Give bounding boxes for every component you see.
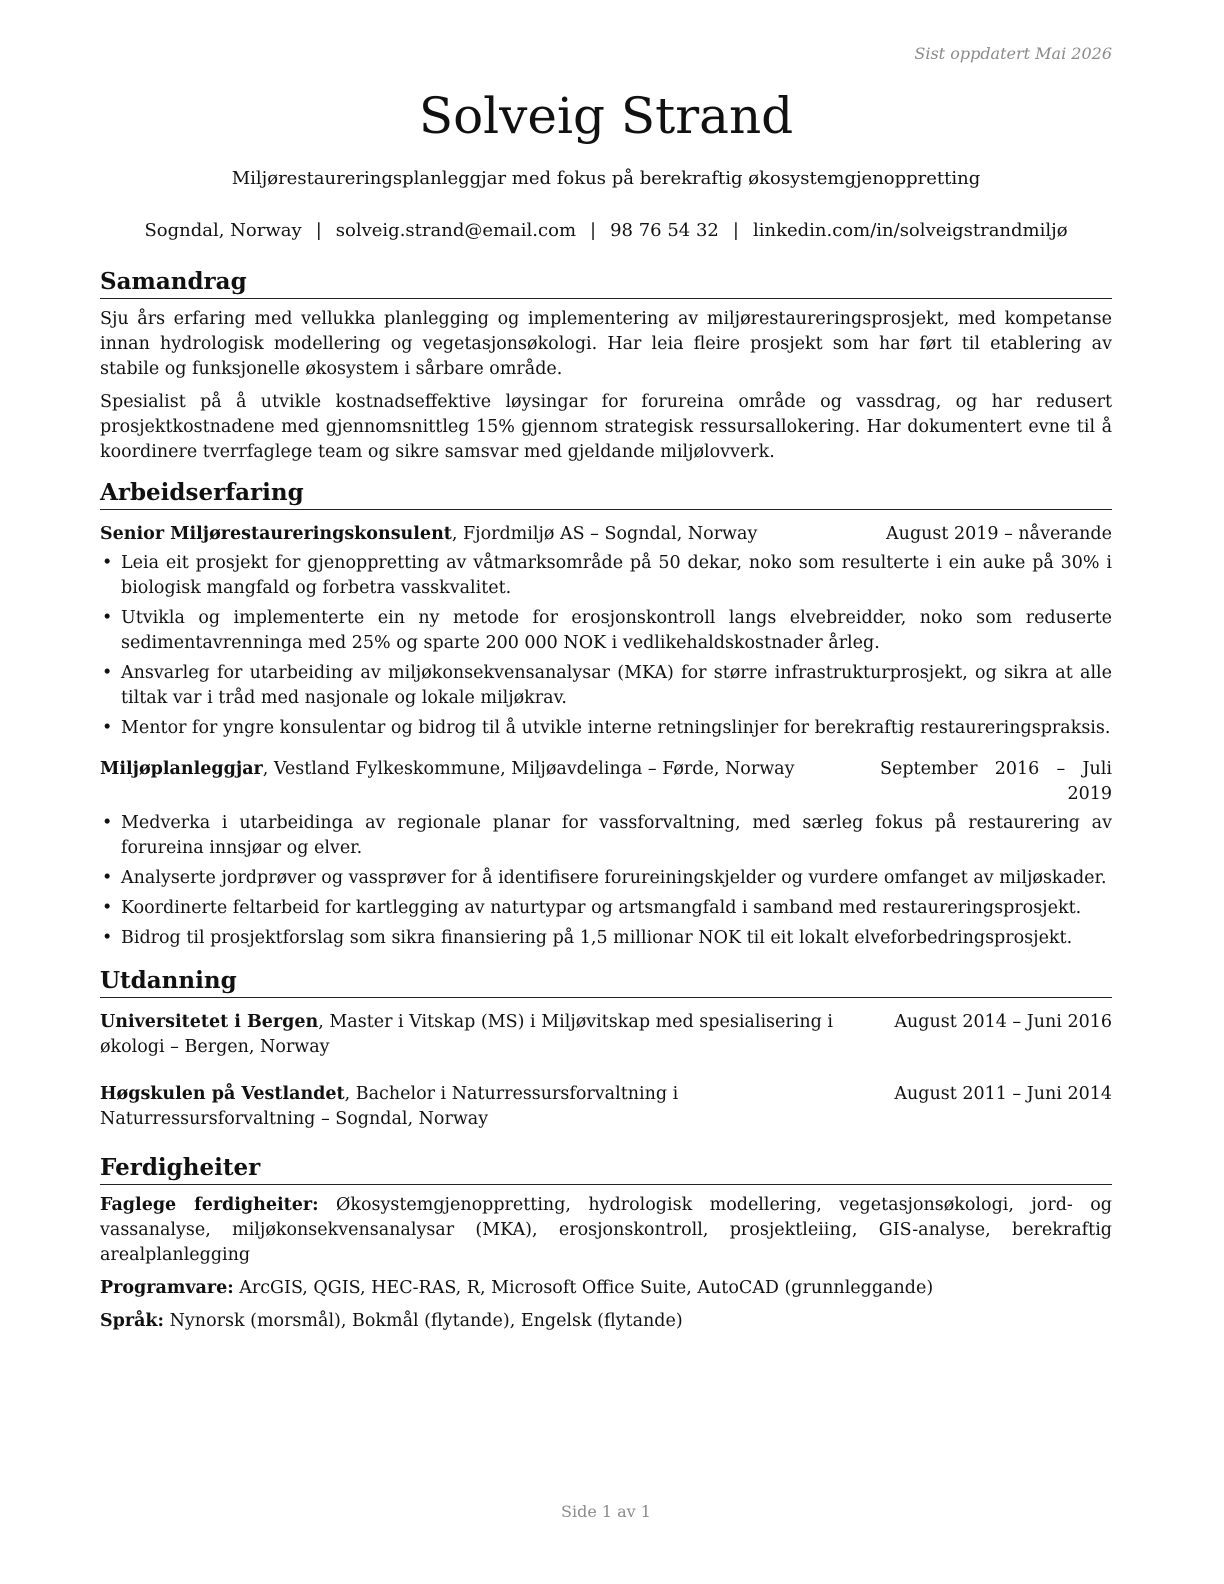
- education-entry: [100, 1010, 1112, 1060]
- resume-content: [100, 268, 1112, 1348]
- contact-email[interactable]: solveig.strand@email.com: [335, 220, 577, 241]
- job-role-line: [100, 757, 864, 782]
- contact-separator: |: [315, 220, 322, 241]
- resume-page: [100, 0, 1112, 1584]
- bullet-icon: •: [102, 553, 113, 573]
- skill-label: Programvare:: [100, 1278, 234, 1298]
- skill-label: Faglege ferdigheiter:: [100, 1195, 319, 1215]
- contact-separator: |: [590, 220, 597, 241]
- list-item: • Leia eit prosjekt for gjenoppretting av våtmarksområde på 50 dekar, noko som resulterte i ein auke på 30% i biologisk mangfald og forbetra vasskvalitet.: [102, 553, 1112, 598]
- education-school: Universitetet i Bergen: [100, 1012, 319, 1032]
- job-bullets: [100, 811, 1112, 951]
- page-number: Side 1 av 1: [561, 1502, 651, 1521]
- education-line: [100, 1082, 878, 1132]
- job-header: [100, 757, 1112, 807]
- list-item: • Bidrog til prosjektforslag som sikra finansiering på 1,5 millionar NOK til eit lokalt elveforbedringsprosjekt.: [100, 926, 1112, 951]
- contact-linkedin[interactable]: linkedin.com/in/solveigstrandmiljø: [752, 220, 1068, 241]
- bullet-icon: •: [102, 608, 113, 628]
- job-employer: , Fjordmiljø AS – Sogndal, Norway: [451, 524, 758, 544]
- job-header: [100, 522, 1112, 547]
- contact-line: [100, 220, 1112, 241]
- education-section: [100, 967, 1112, 1132]
- job-role: Senior Miljørestaureringskonsulent: [100, 524, 452, 544]
- education-dates: August 2014 – Juni 2016: [894, 1012, 1112, 1032]
- contact-separator: |: [732, 220, 739, 241]
- skill-label: Språk:: [100, 1311, 165, 1331]
- section-title-skills: Ferdigheiter: [100, 1154, 1112, 1185]
- bullet-icon: •: [102, 718, 113, 738]
- bullet-icon: •: [102, 813, 113, 833]
- bullet-icon: •: [102, 663, 113, 683]
- summary-paragraph: Spesialist på å utvikle kostnadseffektive løysingar for forureina område og vassdrag, og har redusert prosjektkostnadene med gjennomsnittleg 15% gjennom strategisk ressursallokering. Har dokumentert evne til å koordinere tverrfaglege team og sikre samsvar med gjeldande miljølovverk.: [100, 392, 1112, 462]
- summary-section: [100, 268, 1112, 465]
- skill-text: Økosystemgjenoppretting, hydrologisk modellering, vegetasjonsøkologi, jord- og vassanalyse, miljøkonsekvensanalysar (MKA), erosjonskontroll, prosjektleiing, GIS-analyse, berekraftig arealplanlegging: [100, 1195, 1112, 1265]
- list-item: • Medverka i utarbeidinga av regionale planar for vassforvaltning, med særleg fokus på restaurering av forureina innsjøar og elver.: [102, 813, 1112, 858]
- education-dates: August 2011 – Juni 2014: [894, 1084, 1112, 1104]
- job-bullets: [100, 551, 1112, 741]
- contact-phone: 98 76 54 32: [610, 220, 719, 241]
- job-entry: [100, 522, 1112, 741]
- section-title-summary: Samandrag: [100, 268, 1112, 299]
- contact-location: Sogndal, Norway: [144, 220, 302, 241]
- skill-line-software: [100, 1276, 1112, 1301]
- job-employer: , Vestland Fylkeskommune, Miljøavdelinga – Førde, Norway: [262, 759, 795, 779]
- education-entry: [100, 1082, 1112, 1132]
- job-dates: August 2019 – nåverande: [886, 524, 1112, 544]
- bullet-icon: •: [102, 898, 113, 918]
- skill-text: ArcGIS, QGIS, HEC-RAS, R, Microsoft Office Suite, AutoCAD (grunnleggande): [233, 1278, 934, 1298]
- skill-text: Nynorsk (morsmål), Bokmål (flytande), Engelsk (flytande): [164, 1311, 683, 1331]
- job-role: Miljøplanleggjar: [100, 759, 263, 779]
- bullet-icon: •: [102, 868, 113, 888]
- job-role-line: [100, 522, 870, 547]
- education-detail: , Bachelor i Naturressursforvaltning i Naturressursforvaltning – Sogndal, Norway: [100, 1084, 679, 1129]
- skills-section: [100, 1154, 1112, 1334]
- section-title-education: Utdanning: [100, 967, 1112, 998]
- skill-line-languages: [100, 1309, 1112, 1334]
- bullet-icon: •: [102, 928, 113, 948]
- education-school: Høgskulen på Vestlandet: [100, 1084, 345, 1104]
- section-title-experience: Arbeidserfaring: [100, 479, 1112, 510]
- list-item: • Utvikla og implementerte ein ny metode for erosjonskontroll langs elvebreidder, noko som reduserte sedimentavrenninga med 25% og sparte 200 000 NOK i vedlikehaldskostnader årleg.: [102, 608, 1112, 653]
- experience-section: [100, 479, 1112, 951]
- list-item: • Mentor for yngre konsulentar og bidrog til å utvikle interne retningslinjer for berekraftig restaureringspraksis.: [100, 716, 1112, 741]
- job-entry: [100, 757, 1112, 951]
- tagline: Miljørestaureringsplanleggjar med fokus på berekraftig økosystemgjenoppretting: [231, 168, 981, 189]
- list-item: • Analyserte jordprøver og vassprøver for å identifisere forureiningskjelder og vurdere omfanget av miljøskader.: [100, 866, 1112, 891]
- list-item: • Koordinerte feltarbeid for kartlegging av naturtypar og artsmangfald i samband med restaureringsprosjekt.: [100, 896, 1112, 921]
- education-detail: , Master i Vitskap (MS) i Miljøvitskap med spesialisering i økologi – Bergen, Norway: [100, 1012, 833, 1057]
- skill-line-professional: [100, 1193, 1112, 1268]
- summary-paragraph: Sju års erfaring med vellukka planlegging og implementering av miljørestaureringsprosjekt, med kompetanse innan hydrologisk modellering og vegetasjonsøkologi. Har leia fleire prosjekt som har ført til etablering av stabile og funksjonelle økosystem i sårbare område.: [100, 309, 1112, 379]
- education-line: [100, 1010, 878, 1060]
- candidate-name: Solveig Strand: [418, 87, 794, 145]
- job-dates: September 2016 – Juli 2019: [880, 759, 1112, 804]
- list-item: • Ansvarleg for utarbeiding av miljøkonsekvensanalysar (MKA) for større infrastrukturprosjekt, og sikra at alle tiltak var i tråd med nasjonale og lokale miljøkrav.: [102, 663, 1112, 708]
- last-updated-note: Sist oppdatert Mai 2026: [914, 44, 1112, 63]
